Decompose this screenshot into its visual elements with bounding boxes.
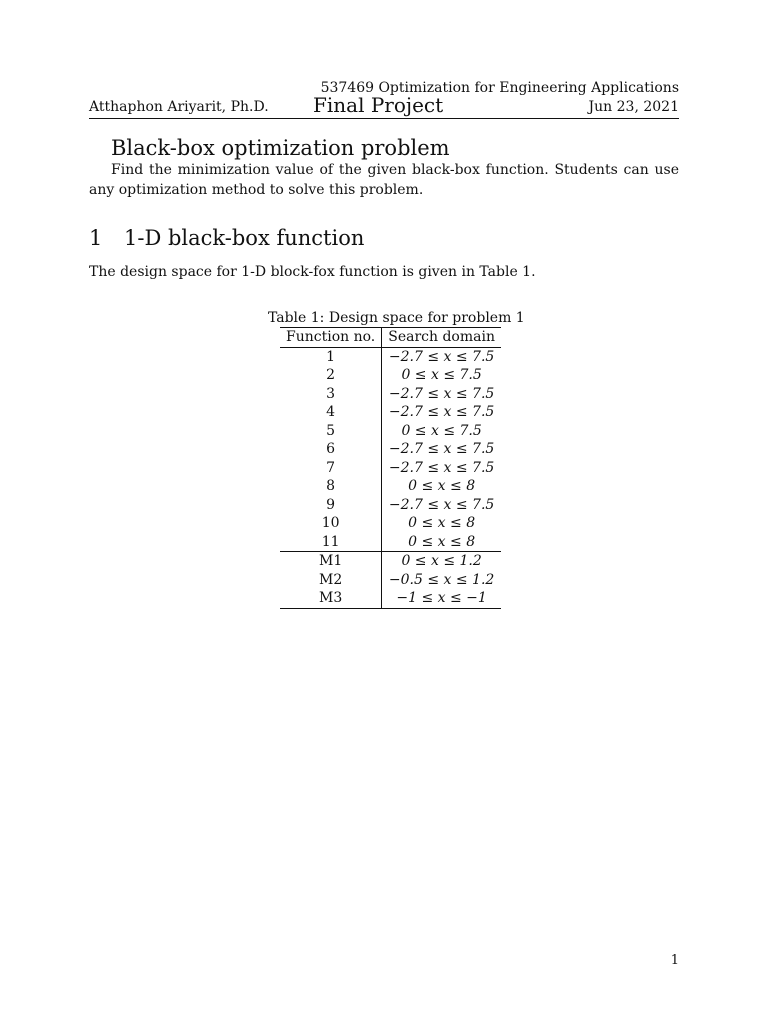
table-row <box>280 589 501 608</box>
header-course: 537469 Optimization for Engineering Applications <box>320 80 679 96</box>
table-cell-function: 3 <box>280 385 382 404</box>
table-cell-function: 4 <box>280 403 382 422</box>
table-row <box>280 514 501 533</box>
table-row <box>280 440 501 459</box>
table-cell-domain: 0 ≤ x ≤ 1.2 <box>401 553 482 569</box>
table-cell-domain: −1 ≤ x ≤ −1 <box>396 590 487 606</box>
table-row <box>280 477 501 496</box>
table-row <box>280 552 501 571</box>
header-title: Final Project <box>313 93 444 117</box>
table-cell-domain: 0 ≤ x ≤ 7.5 <box>401 367 482 383</box>
intro-paragraph: Find the minimization value of the given black-box function. Students can use any optimization method to solve this problem. <box>89 162 679 198</box>
table-cell-function: 9 <box>280 496 382 515</box>
table-header-row <box>280 328 501 348</box>
table-row <box>280 347 501 366</box>
table-row <box>280 403 501 422</box>
section-1-title: 1-D black-box function <box>124 226 365 250</box>
table-cell-domain: 0 ≤ x ≤ 7.5 <box>401 422 482 439</box>
table-row <box>280 422 501 441</box>
table-cell-domain: −2.7 ≤ x ≤ 7.5 <box>388 385 495 402</box>
design-space-table <box>280 327 501 609</box>
table-cell-function: 11 <box>280 533 382 552</box>
section-1-paragraph: The design space for 1-D block-fox function is given in Table 1. <box>89 264 536 280</box>
table-cell-domain: 0 ≤ x ≤ 8 <box>408 478 476 494</box>
section-1-number: 1 <box>89 226 103 250</box>
header-date: Jun 23, 2021 <box>588 99 679 115</box>
table-cell-domain: −2.7 ≤ x ≤ 7.5 <box>388 404 495 420</box>
table-cell-function: 2 <box>280 366 382 385</box>
table-row <box>280 533 501 552</box>
page-number: 1 <box>670 953 679 968</box>
table-cell-function: 8 <box>280 477 382 496</box>
table-cell-function: 5 <box>280 422 382 441</box>
section-1-heading <box>89 226 364 250</box>
table-row <box>280 459 501 478</box>
table-header-search-domain: Search domain <box>388 329 495 345</box>
table-cell-function: M3 <box>280 589 382 608</box>
header-rule <box>89 118 679 119</box>
table-cell-function: M1 <box>280 552 382 571</box>
intro-heading: Black-box optimization problem <box>111 136 450 160</box>
table-cell-domain: −2.7 ≤ x ≤ 7.5 <box>388 459 495 476</box>
table-cell-function: 7 <box>280 459 382 478</box>
table-row <box>280 366 501 385</box>
table-cell-function: M2 <box>280 571 382 590</box>
table-cell-function: 6 <box>280 440 382 459</box>
table-cell-domain: 0 ≤ x ≤ 8 <box>408 515 476 531</box>
table-cell-function: 1 <box>280 347 382 366</box>
table-cell-domain: −0.5 ≤ x ≤ 1.2 <box>388 571 495 588</box>
table-cell-domain: 0 ≤ x ≤ 8 <box>408 533 476 550</box>
table-row <box>280 571 501 590</box>
table-cell-domain: −2.7 ≤ x ≤ 7.5 <box>388 496 495 513</box>
table-caption: Table 1: Design space for problem 1 <box>268 310 525 326</box>
header-author: Atthaphon Ariyarit, Ph.D. <box>89 99 269 115</box>
table-cell-domain: −2.7 ≤ x ≤ 7.5 <box>388 441 495 457</box>
table-row <box>280 385 501 404</box>
table-header-function-no: Function no. <box>280 328 382 348</box>
table-cell-domain: −2.7 ≤ x ≤ 7.5 <box>388 348 495 365</box>
table-row <box>280 496 501 515</box>
table-cell-function: 10 <box>280 514 382 533</box>
